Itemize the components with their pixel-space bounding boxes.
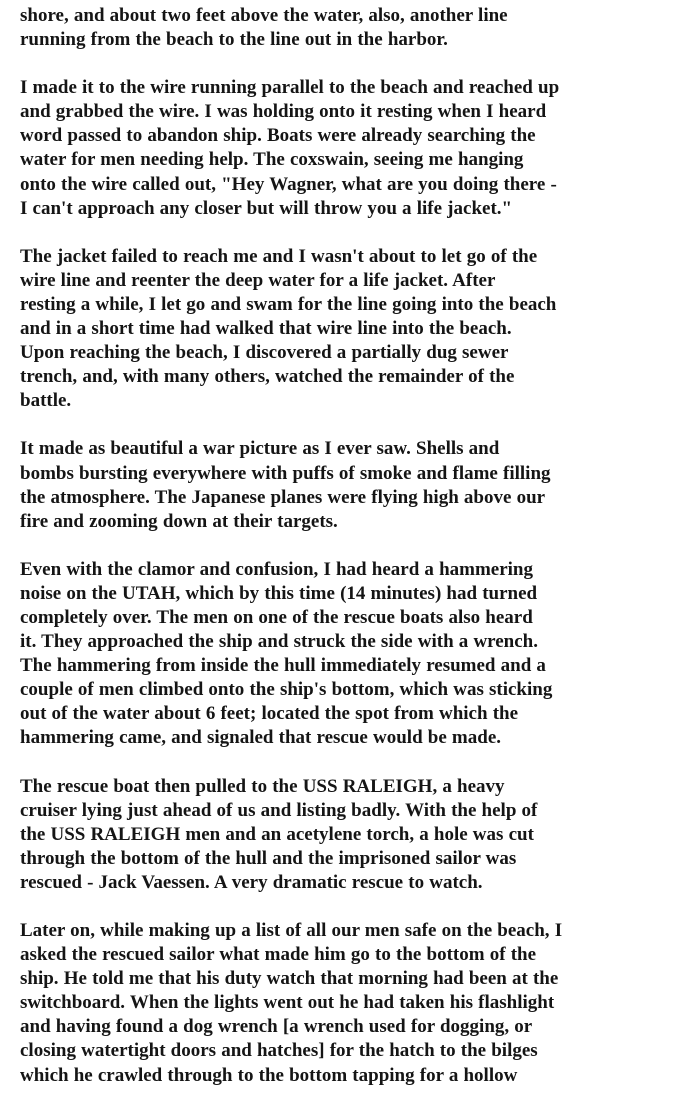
paragraph-5: Even with the clamor and confusion, I had heard a hammering noise on the UTAH, which by this time (14 minutes) had turned completely over. The men on one of the rescue boats also heard it. They approached the ship and struck the side with a wrench. The hammering from inside the hull immediately resumed and a couple of men climbed onto the ship's bottom, which was sticking out of the water about 6 feet; located the spot from which the hammering came, and signaled that rescue would be made. [20,558,553,749]
paragraph-3: The jacket failed to reach me and I wasn't about to let go of the wire line and reenter the deep water for a life jacket. After resting a while, I let go and swam for the line going into the beach and in a short time had walked that wire line into the beach. Upon reaching the beach, I discovered a partially dug sewer trench, and, with many others, watched the remainder of the battle. [20,245,557,412]
paragraph-6: The rescue boat then pulled to the USS RALEIGH, a heavy cruiser lying just ahead of us and listing badly. With the help of the USS RALEIGH men and an acetylene torch, a hole was cut through the bottom of the hull and the imprisoned sailor was rescued - Jack Vaessen. A very dramatic rescue to watch. [20,775,538,893]
paragraph-4: It made as beautiful a war picture as I ever saw. Shells and bombs bursting everywhere with puffs of smoke and flame filling the atmosphere. The Japanese planes were flying high above our fire and zooming down at their targets. [20,438,551,532]
paragraph-2: I made it to the wire running parallel to the beach and reached up and grabbed the wire. I was holding onto it resting when I heard word passed to abandon ship. Boats were already searching the water for men needing help. The coxswain, seeing me hanging onto the wire called out, "Hey Wagner, what are you doing there - I can't approach any closer but will throw you a life jacket." [20,77,560,219]
paragraph-1: shore, and about two feet above the water, also, another line running from the beach to the line out in the harbor. [20,5,508,51]
paragraph-7: Later on, while making up a list of all our men safe on the beach, I asked the rescued sailor what made him go to the bottom of the ship. He told me that his duty watch that morning had been at the switchboard. When the lights went out he had taken his flashlight and having found a dog wrench [a wrench used for dogging, or closing watertight doors and hatches] for the hatch to the bilges which he crawled through to the bottom tapping for a hollow [20,920,563,1086]
